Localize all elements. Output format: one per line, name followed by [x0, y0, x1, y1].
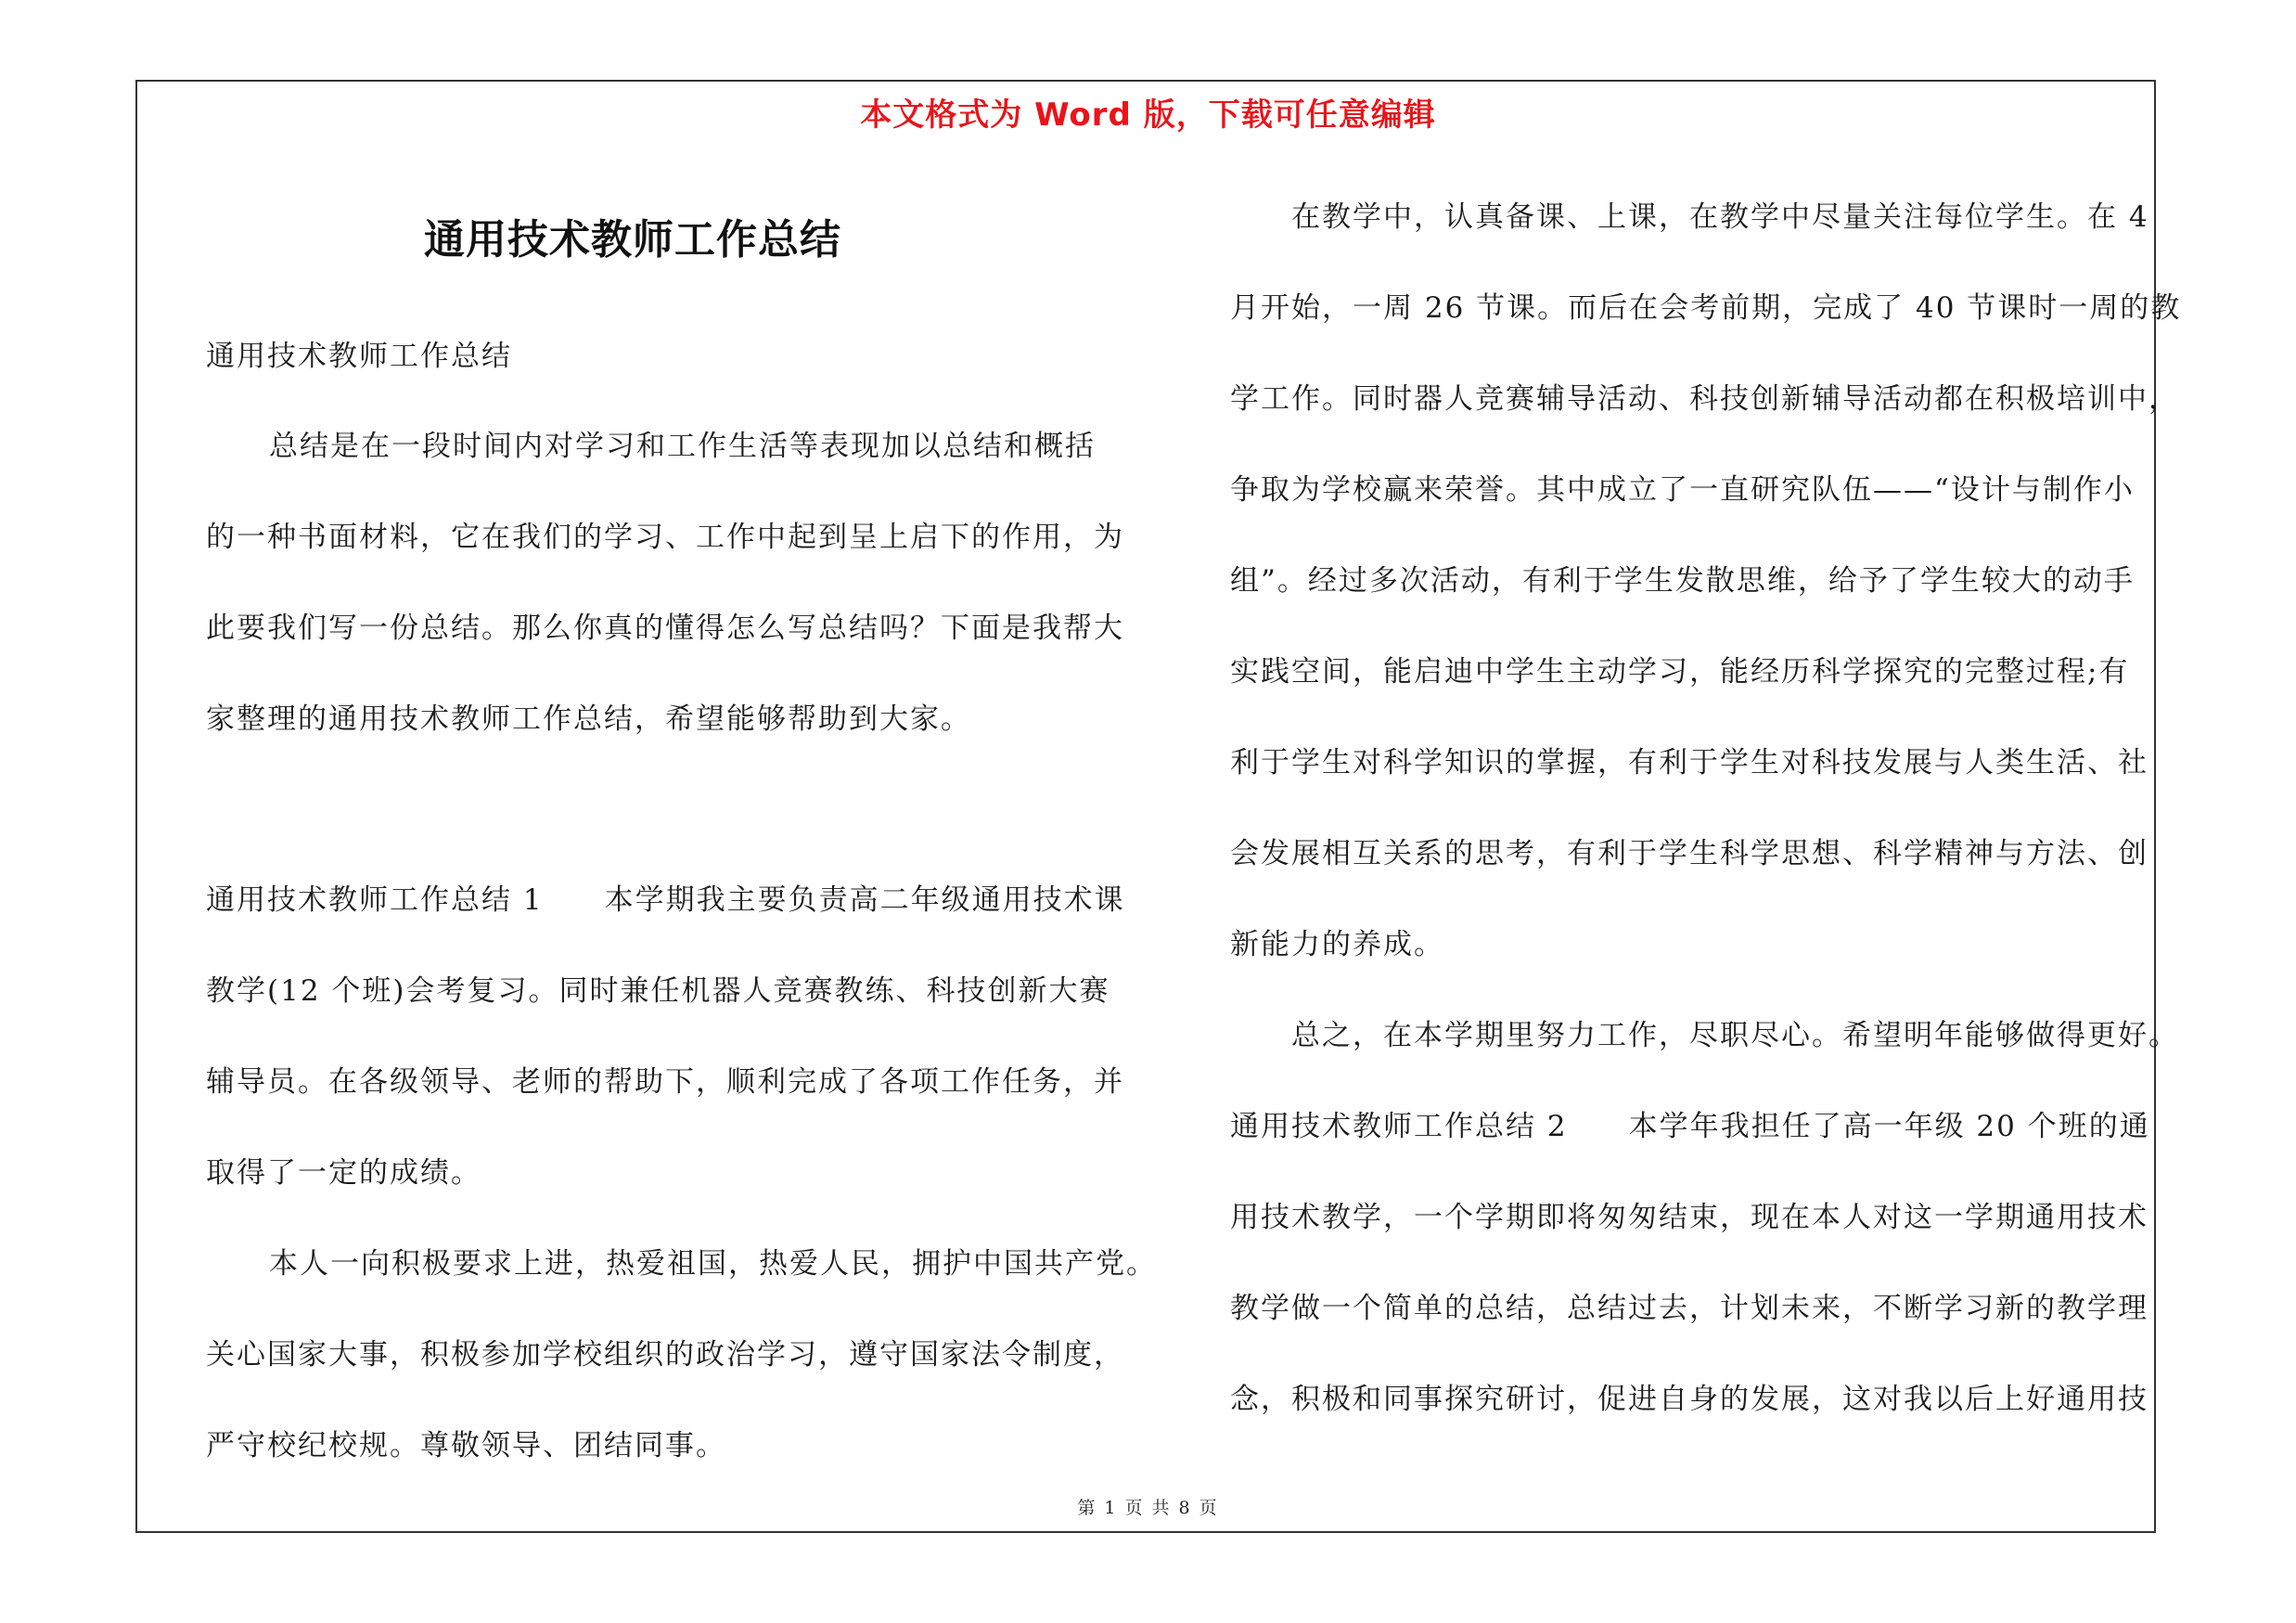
paragraph-line: 争取为学校赢来荣誉。其中成立了一直研究队伍——“设计与制作小 [1230, 473, 2135, 507]
paragraph-line: 实践空间，能启迪中学生主动学习，能经历科学探究的完整过程;有 [1230, 655, 2130, 689]
paragraph-line: 家整理的通用技术教师工作总结，希望能够帮助到大家。 [206, 702, 971, 736]
paragraph-line: 通用技术教师工作总结 1 本学期我主要负责高二年级通用技术课 [206, 883, 1125, 917]
paragraph-line: 月开始，一周 26 节课。而后在会考前期，完成了 40 节课时一周的教 [1230, 291, 2182, 325]
paragraph-line: 辅导员。在各级领导、老师的帮助下，顺利完成了各项工作任务，并 [206, 1065, 1124, 1099]
paragraph-line: 在教学中，认真备课、上课，在教学中尽量关注每位学生。在 4 [1291, 200, 2149, 234]
document-title: 通用技术教师工作总结 [424, 216, 841, 264]
page-number-footer: 第 1 页 共 8 页 [1077, 1498, 1219, 1518]
format-banner: 本文格式为 Word 版，下载可任意编辑 [860, 97, 1436, 134]
paragraph-line: 新能力的养成。 [1230, 928, 1444, 961]
paragraph-line: 通用技术教师工作总结 [206, 340, 512, 373]
paragraph-line: 念，积极和同事探究研讨，促进自身的发展，这对我以后上好通用技 [1230, 1383, 2148, 1416]
paragraph-line: 关心国家大事，积极参加学校组织的政治学习，遵守国家法令制度， [206, 1338, 1124, 1372]
paragraph-line: 组”。经过多次活动，有利于学生发散思维，给予了学生较大的动手 [1230, 564, 2135, 598]
paragraph-line: 总之，在本学期里努力工作，尽职尽心。希望明年能够做得更好。 [1291, 1019, 2179, 1052]
paragraph-line: 此要我们写一份总结。那么你真的懂得怎么写总结吗？下面是我帮大 [206, 612, 1124, 645]
paragraph-line: 会发展相互关系的思考，有利于学生科学思想、科学精神与方法、创 [1230, 837, 2148, 870]
paragraph-line: 取得了一定的成绩。 [206, 1156, 481, 1190]
paragraph-line: 学工作。同时器人竞赛辅导活动、科技创新辅导活动都在积极培训中， [1230, 382, 2179, 416]
paragraph-line: 通用技术教师工作总结 2 本学年我担任了高一年级 20 个班的通 [1230, 1110, 2150, 1143]
paragraph-line: 的一种书面材料，它在我们的学习、工作中起到呈上启下的作用，为 [206, 521, 1124, 554]
paragraph-line: 用技术教学，一个学期即将匆匆结束，现在本人对这一学期通用技术 [1230, 1201, 2148, 1234]
paragraph-line: 总结是在一段时间内对学习和工作生活等表现加以总结和概括 [269, 430, 1096, 463]
paragraph-line: 严守校纪校规。尊敬领导、团结同事。 [206, 1429, 726, 1462]
paragraph-line: 教学做一个简单的总结，总结过去，计划未来，不断学习新的教学理 [1230, 1292, 2148, 1325]
paragraph-line: 利于学生对科学知识的掌握，有利于学生对科技发展与人类生活、社 [1230, 746, 2148, 779]
paragraph-line: 教学(12 个班)会考复习。同时兼任机器人竞赛教练、科技创新大赛 [206, 974, 1110, 1008]
paragraph-line: 本人一向积极要求上进，热爱祖国，热爱人民，拥护中国共产党。 [269, 1247, 1157, 1281]
